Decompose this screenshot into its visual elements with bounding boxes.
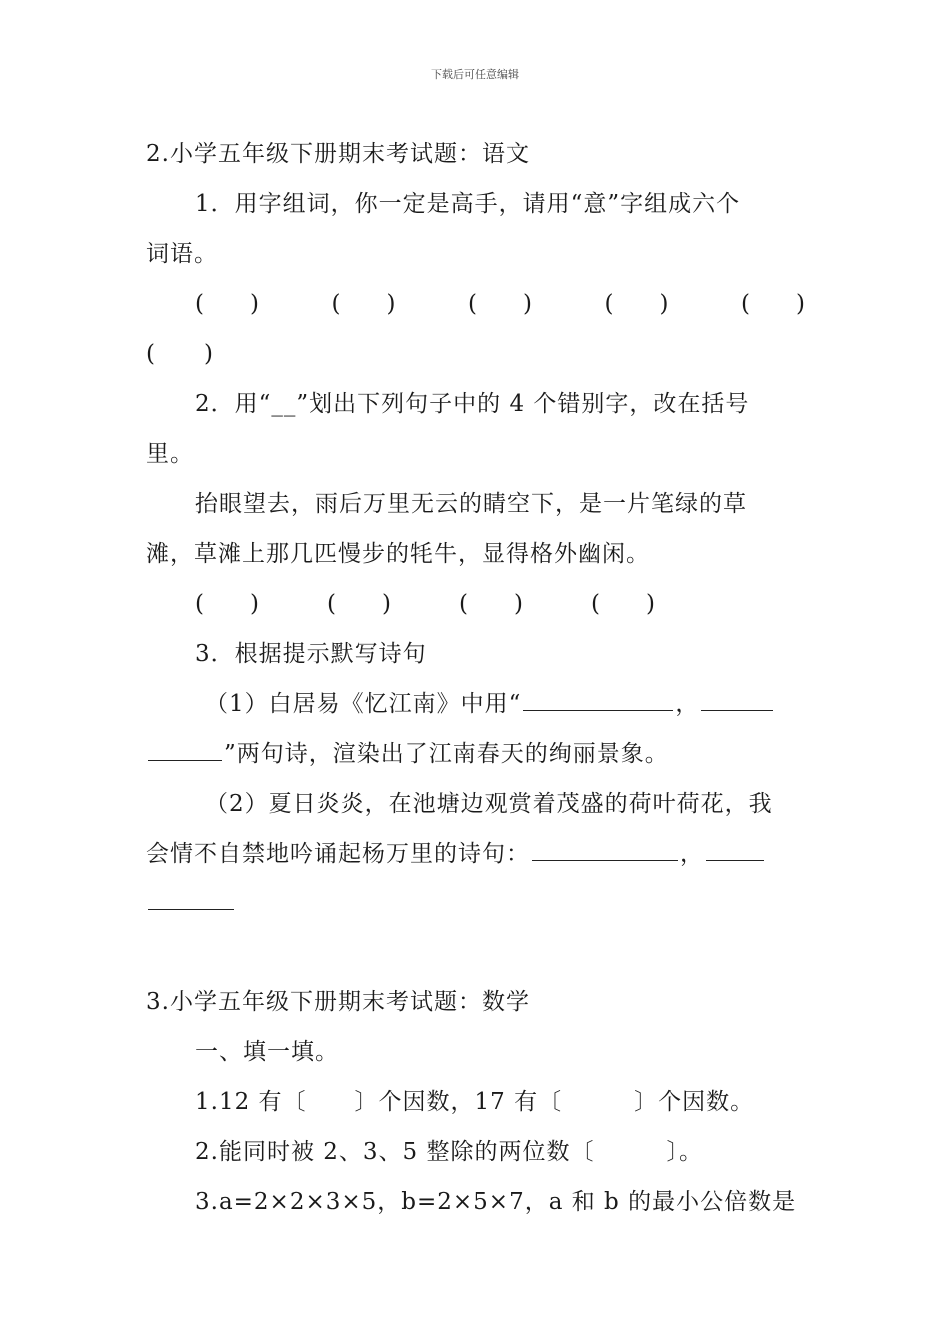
answer-blank[interactable]: ( ) — [327, 591, 391, 617]
q1-line2: 词语。 — [146, 241, 218, 267]
q3-2-line2 — [146, 835, 766, 868]
q3-1-text-b: ， — [675, 691, 700, 717]
math-section-title: 3.小学五年级下册期末考试题：数学 — [146, 989, 530, 1015]
page-header: 下载后可任意编辑 — [431, 68, 519, 81]
answer-blank[interactable]: ( ) — [331, 291, 396, 317]
math-q2: 2.能同时被 2、3、5 整除的两位数〔 〕。 — [195, 1139, 703, 1165]
math-q3: 3.a=2×2×3×5，b=2×5×7，a 和 b 的最小公倍数是 — [195, 1189, 797, 1215]
q1-parens-row — [195, 285, 805, 318]
q3-2-line3 — [146, 890, 236, 916]
q2-parens-row — [195, 585, 655, 618]
fill-blank[interactable] — [532, 859, 678, 861]
q3-1-text-c: ”两句诗，渲染出了江南春天的绚丽景象。 — [224, 741, 669, 767]
passage-line1: 抬眼望去，雨后万里无云的睛空下，是一片笔绿的草 — [195, 491, 747, 517]
fill-blank[interactable] — [701, 709, 773, 711]
q3-2-line1: （2）夏日炎炎，在池塘边观赏着茂盛的荷叶荷花，我 — [205, 791, 773, 817]
q3-1-text-a: （1）白居易《忆江南》中用“ — [205, 691, 522, 717]
passage-line2: 滩，草滩上那几匹慢步的牦牛，显得格外幽闲。 — [146, 541, 650, 567]
fill-blank[interactable] — [148, 908, 234, 910]
q3-2-text-a: 会情不自禁地吟诵起杨万里的诗句： — [146, 841, 530, 867]
q2-line1: 2．用“__”划出下列句子中的 4 个错别字，改在括号 — [195, 391, 750, 417]
answer-blank[interactable]: ( ) — [604, 291, 669, 317]
q3-2-text-b: ， — [680, 841, 704, 867]
fill-blank[interactable] — [523, 709, 673, 711]
q1-line1: 1．用字组词，你一定是高手，请用“意”字组成六个 — [195, 191, 741, 217]
answer-blank[interactable]: ( ) — [591, 591, 655, 617]
answer-blank[interactable]: ( ) — [468, 291, 532, 317]
fill-blank[interactable] — [706, 859, 764, 861]
fill-blank[interactable] — [148, 759, 222, 761]
answer-blank[interactable]: ( ) — [741, 291, 805, 317]
q3-1-line2 — [146, 735, 669, 768]
q2-line2: 里。 — [146, 441, 194, 467]
q3-title: 3．根据提示默写诗句 — [195, 641, 427, 667]
answer-blank[interactable]: ( ) — [146, 341, 214, 367]
q3-1-line1 — [205, 685, 775, 718]
answer-blank[interactable]: ( ) — [459, 591, 523, 617]
math-q1: 1.12 有〔 〕个因数，17 有〔 〕个因数。 — [195, 1089, 755, 1115]
answer-blank[interactable]: ( ) — [195, 591, 259, 617]
answer-blank[interactable]: ( ) — [195, 291, 259, 317]
math-part1: 一、填一填。 — [195, 1039, 339, 1065]
chinese-section-title: 2.小学五年级下册期末考试题：语文 — [146, 141, 530, 167]
